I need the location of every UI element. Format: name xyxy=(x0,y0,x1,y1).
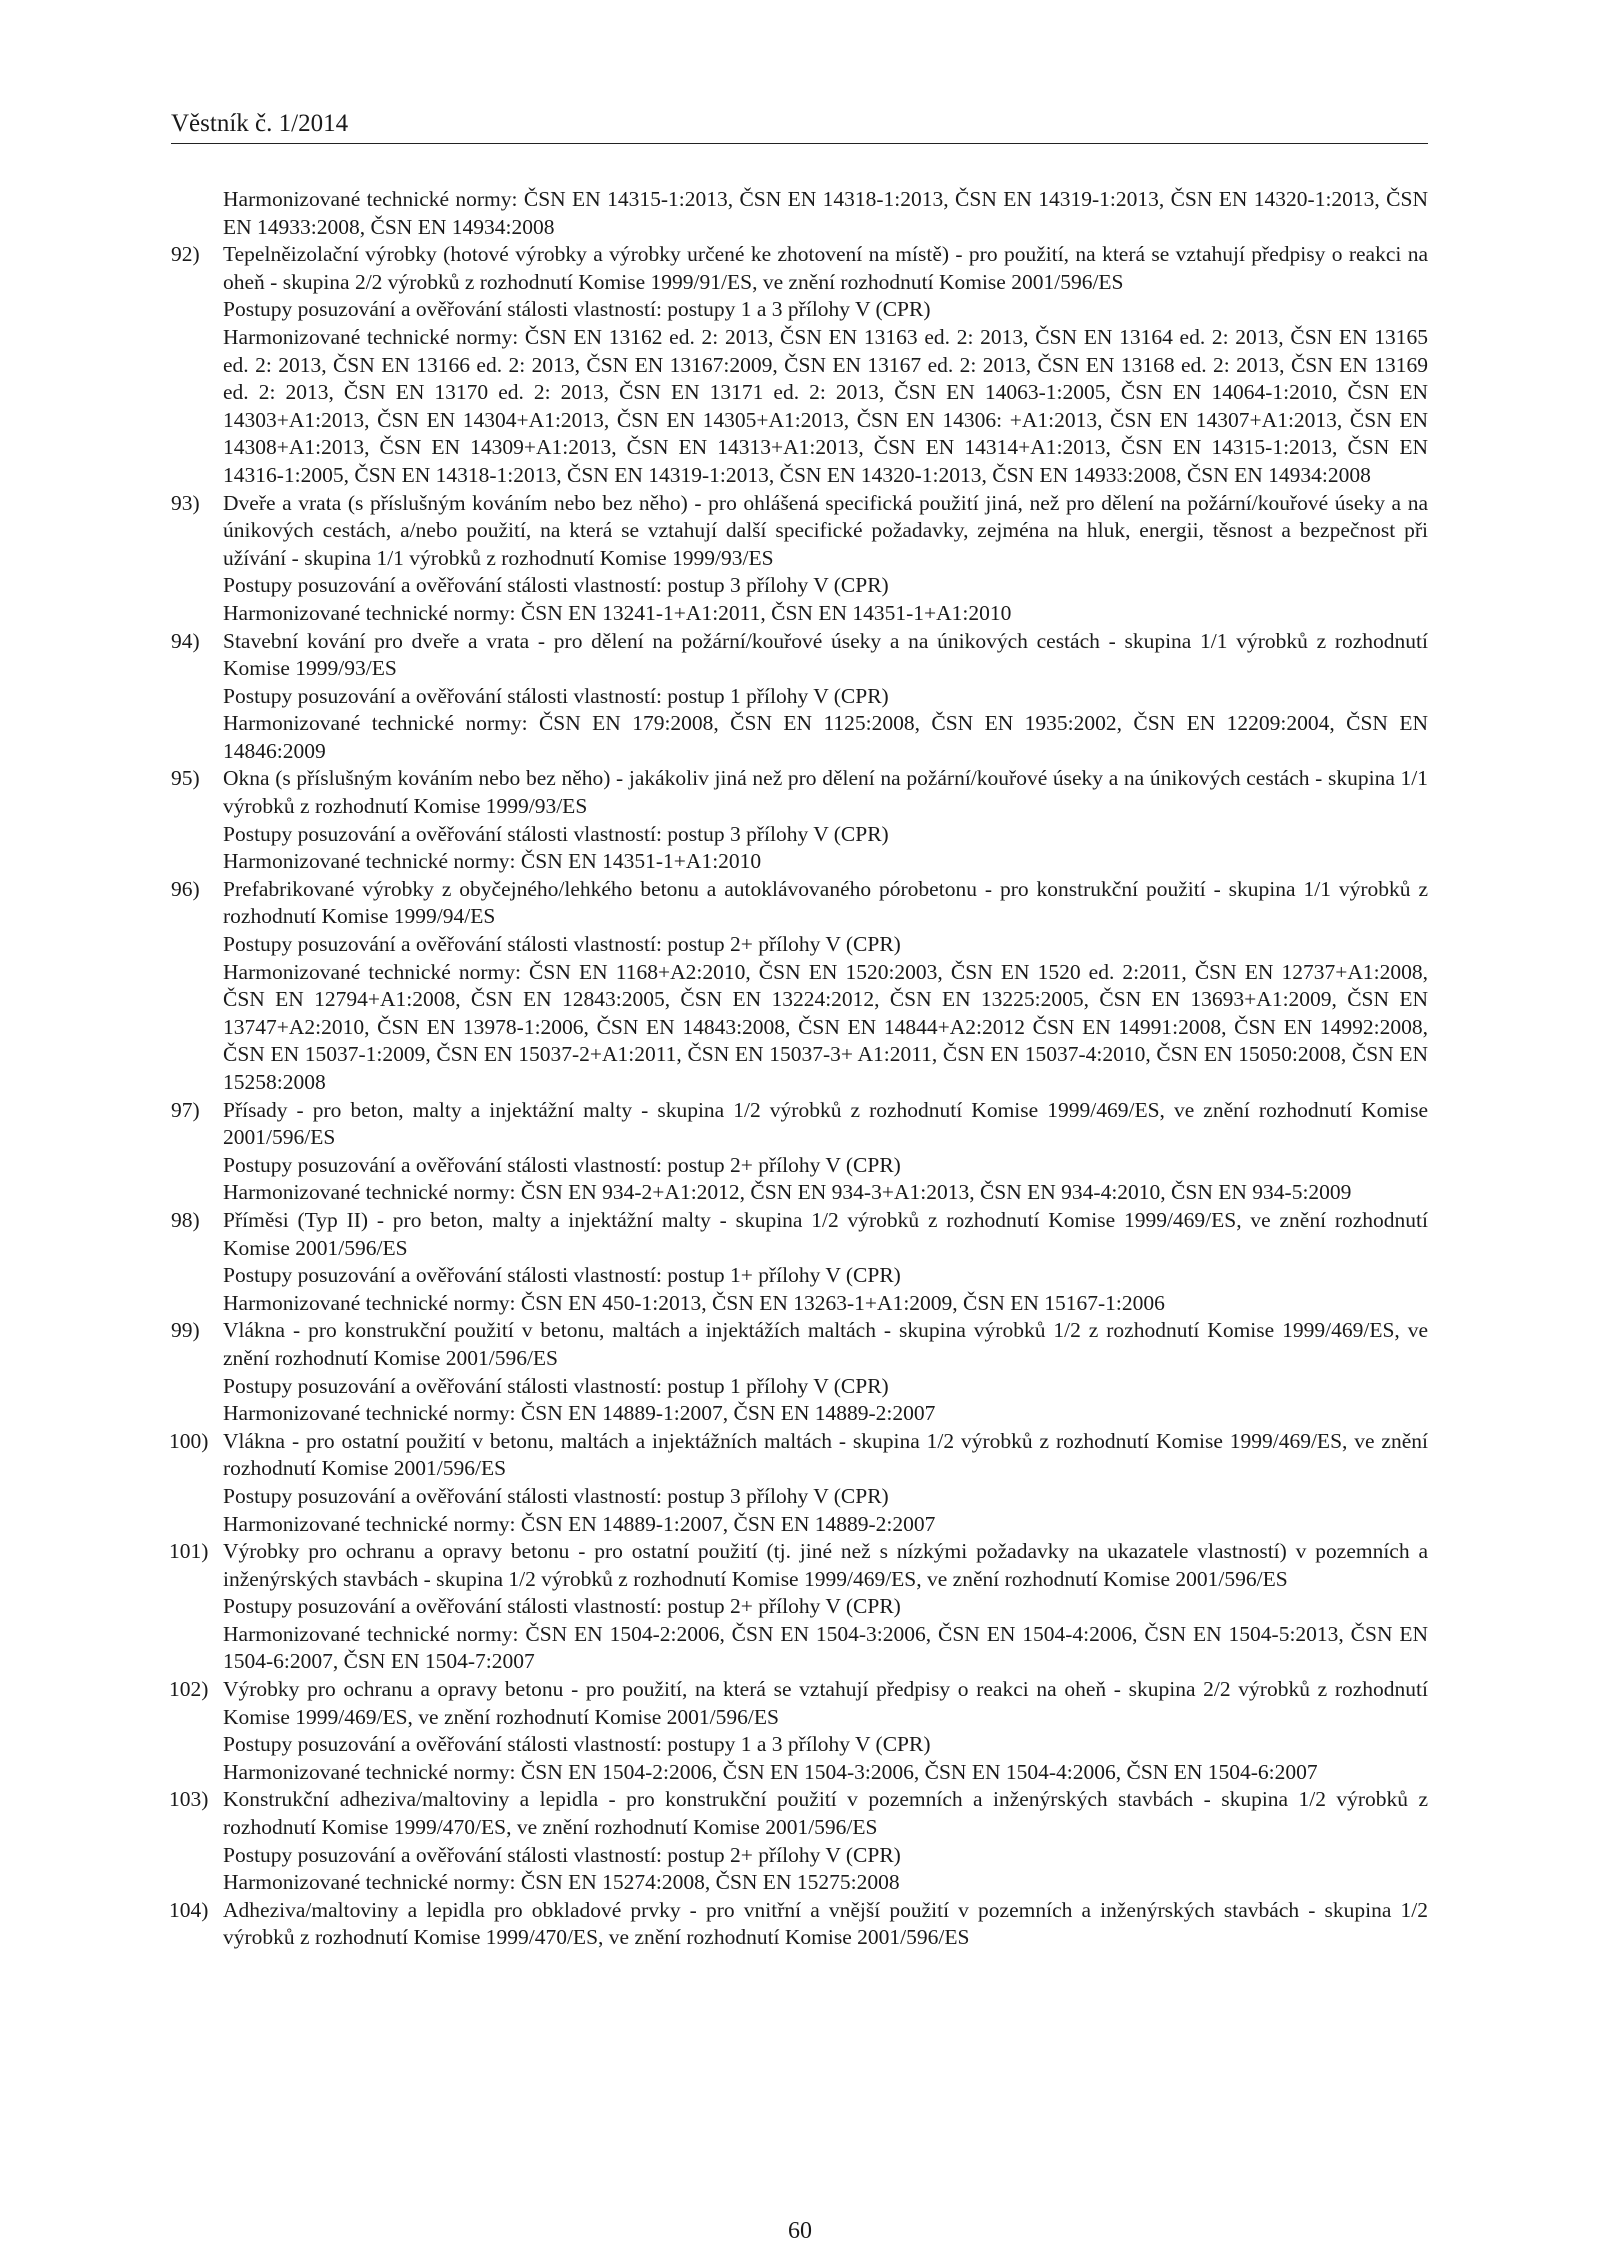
page-footer xyxy=(0,2218,1600,2245)
lead-norms: Harmonizované technické normy: ČSN EN 14315-1:2013, ČSN EN 14318-1:2013, ČSN EN 14319-1:2013, ČSN EN 14320-1:2013, ČSN EN 14933:2008, ČSN EN 14934:2008 xyxy=(223,187,1428,239)
item-procedure: Postupy posuzování a ověřování stálosti vlastností: postupy 1 a 3 přílohy V (CPR) xyxy=(223,1732,931,1757)
item-description: Stavební kování pro dveře a vrata - pro dělení na požární/kouřové úseky a na únikových cestách - skupina 1/1 výrobků z rozhodnutí Komise 1999/93/ES xyxy=(223,628,1428,681)
list-item xyxy=(171,628,1428,766)
item-number: 104) xyxy=(169,1897,209,1922)
list-item xyxy=(171,1786,1428,1896)
document-body xyxy=(171,186,1428,1952)
item-number: 95) xyxy=(171,766,200,791)
item-norms: Harmonizované technické normy: ČSN EN 1168+A2:2010, ČSN EN 1520:2003, ČSN EN 1520 ed. 2:2011, ČSN EN 12737+A1:2008, ČSN EN 12794+A1:2008, ČSN EN 12843:2005, ČSN EN 13224:2012, ČSN EN 13225:2005, ČSN EN 13693+A1:2009, ČSN EN 13747+A2:2010, ČSN EN 13978-1:2006, ČSN EN 14843:2008, ČSN EN 14844+A2:2012 ČSN EN 14991:2008, ČSN EN 14992:2008, ČSN EN 15037-1:2009, ČSN EN 15037-2+A1:2011, ČSN EN 15037-3+ A1:2011, ČSN EN 15037-4:2010, ČSN EN 15050:2008, ČSN EN 15258:2008 xyxy=(223,959,1428,1094)
item-description: Výrobky pro ochranu a opravy betonu - pro použití, na která se vztahují předpisy o reakci na oheň - skupina 2/2 výrobků z rozhodnutí Komise 1999/469/ES, ve znění rozhodnutí Komise 2001/596/ES xyxy=(223,1677,1428,1729)
item-number: 96) xyxy=(171,876,200,901)
item-number: 102) xyxy=(169,1677,209,1702)
item-norms: Harmonizované technické normy: ČSN EN 934-2+A1:2012, ČSN EN 934-3+A1:2013, ČSN EN 934-4:2010, ČSN EN 934-5:2009 xyxy=(223,1180,1352,1205)
list-item xyxy=(171,1538,1428,1676)
list-item xyxy=(171,1317,1428,1427)
item-procedure: Postupy posuzování a ověřování stálosti vlastností: postup 1 přílohy V (CPR) xyxy=(223,1373,889,1398)
item-number: 94) xyxy=(171,628,200,653)
item-procedure: Postupy posuzování a ověřování stálosti vlastností: postup 3 přílohy V (CPR) xyxy=(223,573,889,598)
item-norms: Harmonizované technické normy: ČSN EN 14351-1+A1:2010 xyxy=(223,849,762,874)
list-item xyxy=(171,876,1428,1097)
item-norms: Harmonizované technické normy: ČSN EN 14889-1:2007, ČSN EN 14889-2:2007 xyxy=(223,1511,936,1536)
item-description: Konstrukční adheziva/maltoviny a lepidla - pro konstrukční použití v pozemních a inženýrských stavbách - skupina 1/2 výrobků z rozhodnutí Komise 1999/470/ES, ve znění rozhodnutí Komise 2001/596/ES xyxy=(223,1787,1428,1840)
item-procedure: Postupy posuzování a ověřování stálosti vlastností: postup 3 přílohy V (CPR) xyxy=(223,821,889,846)
page-number: 60 xyxy=(788,2218,812,2244)
item-norms: Harmonizované technické normy: ČSN EN 450-1:2013, ČSN EN 13263-1+A1:2009, ČSN EN 15167-1:2006 xyxy=(223,1290,1165,1315)
list-item xyxy=(171,1428,1428,1538)
item-number: 101) xyxy=(169,1539,209,1564)
item-description: Přísady - pro beton, malty a injektážní malty - skupina 1/2 výrobků z rozhodnutí Komise 1999/469/ES, ve znění rozhodnutí Komise 2001/596/ES xyxy=(223,1097,1428,1150)
list-item xyxy=(171,1897,1428,1952)
item-procedure: Postupy posuzování a ověřování stálosti vlastností: postup 2+ přílohy V (CPR) xyxy=(223,1842,901,1867)
item-procedure: Postupy posuzování a ověřování stálosti vlastností: postup 1+ přílohy V (CPR) xyxy=(223,1263,901,1288)
item-description: Výrobky pro ochranu a opravy betonu - pro ostatní použití (tj. jiné než s nízkými požadavky na ukazatele vlastností) v pozemních a inženýrských stavbách - skupina 1/2 výrobků z rozhodnutí Komise 1999/469/ES, ve znění rozhodnutí Komise 2001/596/ES xyxy=(223,1539,1428,1591)
item-number: 93) xyxy=(171,490,200,515)
item-procedure: Postupy posuzování a ověřování stálosti vlastností: postup 2+ přílohy V (CPR) xyxy=(223,1594,901,1619)
item-description: Vlákna - pro ostatní použití v betonu, maltách a injektážních maltách - skupina 1/2 výrobků z rozhodnutí Komise 1999/469/ES, ve znění rozhodnutí Komise 2001/596/ES xyxy=(223,1428,1428,1481)
item-description: Dveře a vrata (s příslušným kováním nebo bez něho) - pro ohlášená specifická použití jiná, než pro dělení na požární/kouřové úseky a na únikových cestách, a/nebo použití, na která se vztahují další specifické požadavky, zejména na hluk, energii, těsnost a bezpečnost při užívání - skupina 1/1 výrobků z rozhodnutí Komise 1999/93/ES xyxy=(223,490,1428,570)
list-item xyxy=(171,1676,1428,1786)
item-description: Vlákna - pro konstrukční použití v betonu, maltách a injektážích maltách - skupina výrobků 1/2 z rozhodnutí Komise 1999/469/ES, ve znění rozhodnutí Komise 2001/596/ES xyxy=(223,1318,1428,1370)
journal-title: Věstník č. 1/2014 xyxy=(171,110,349,137)
item-number: 99) xyxy=(171,1318,200,1343)
item-description: Adheziva/maltoviny a lepidla pro obkladové prvky - pro vnitřní a vnější použití v pozemních a inženýrských stavbách - skupina 1/2 výrobků z rozhodnutí Komise 1999/470/ES, ve znění rozhodnutí Komise 2001/596/ES xyxy=(223,1897,1428,1950)
item-norms: Harmonizované technické normy: ČSN EN 13241-1+A1:2011, ČSN EN 14351-1+A1:2010 xyxy=(223,600,1012,625)
item-procedure: Postupy posuzování a ověřování stálosti vlastností: postupy 1 a 3 přílohy V (CPR) xyxy=(223,297,931,322)
list-item xyxy=(171,1207,1428,1317)
item-description: Příměsi (Typ II) - pro beton, malty a injektážní malty - skupina 1/2 výrobků z rozhodnutí Komise 1999/469/ES, ve znění rozhodnutí Komise 2001/596/ES xyxy=(223,1207,1428,1260)
list-item xyxy=(171,1097,1428,1207)
list-item xyxy=(171,765,1428,875)
list-item xyxy=(171,490,1428,628)
item-number: 97) xyxy=(171,1097,200,1122)
item-description: Prefabrikované výrobky z obyčejného/lehkého betonu a autoklávovaného pórobetonu - pro konstrukční použití - skupina 1/1 výrobků z rozhodnutí Komise 1999/94/ES xyxy=(223,876,1428,929)
item-procedure: Postupy posuzování a ověřování stálosti vlastností: postup 3 přílohy V (CPR) xyxy=(223,1483,889,1508)
item-procedure: Postupy posuzování a ověřování stálosti vlastností: postup 2+ přílohy V (CPR) xyxy=(223,932,901,957)
item-norms: Harmonizované technické normy: ČSN EN 1504-2:2006, ČSN EN 1504-3:2006, ČSN EN 1504-4:2006, ČSN EN 1504-5:2013, ČSN EN 1504-6:2007, ČSN EN 1504-7:2007 xyxy=(223,1621,1428,1674)
page-header xyxy=(171,108,1428,144)
item-number: 103) xyxy=(169,1787,209,1812)
item-description: Okna (s příslušným kováním nebo bez něho) - jakákoliv jiná než pro dělení na požární/kouřové úseky a na únikových cestách - skupina 1/1 výrobků z rozhodnutí Komise 1999/93/ES xyxy=(223,766,1428,819)
item-number: 92) xyxy=(171,242,200,267)
item-norms: Harmonizované technické normy: ČSN EN 179:2008, ČSN EN 1125:2008, ČSN EN 1935:2002, ČSN EN 12209:2004, ČSN EN 14846:2009 xyxy=(223,711,1428,763)
item-number: 100) xyxy=(169,1428,209,1453)
item-description: Tepelněizolační výrobky (hotové výrobky a výrobky určené ke zhotovení na místě) - pro použití, na která se vztahují předpisy o reakci na oheň - skupina 2/2 výrobků z rozhodnutí Komise 1999/91/ES, ve znění rozhodnutí Komise 2001/596/ES xyxy=(223,242,1428,294)
item-procedure: Postupy posuzování a ověřování stálosti vlastností: postup 1 přílohy V (CPR) xyxy=(223,683,889,708)
item-procedure: Postupy posuzování a ověřování stálosti vlastností: postup 2+ přílohy V (CPR) xyxy=(223,1152,901,1177)
item-norms: Harmonizované technické normy: ČSN EN 13162 ed. 2: 2013, ČSN EN 13163 ed. 2: 2013, ČSN EN 13164 ed. 2: 2013, ČSN EN 13165 ed. 2: 2013, ČSN EN 13166 ed. 2: 2013, ČSN EN 13167:2009, ČSN EN 13167 ed. 2: 2013, ČSN EN 13168 ed. 2: 2013, ČSN EN 13169 ed. 2: 2013, ČSN EN 13170 ed. 2: 2013, ČSN EN 13171 ed. 2: 2013, ČSN EN 14063-1:2005, ČSN EN 14064-1:2010, ČSN EN 14303+A1:2013, ČSN EN 14304+A1:2013, ČSN EN 14305+A1:2013, ČSN EN 14306: +A1:2013, ČSN EN 14307+A1:2013, ČSN EN 14308+A1:2013, ČSN EN 14309+A1:2013, ČSN EN 14313+A1:2013, ČSN EN 14314+A1:2013, ČSN EN 14315-1:2013, ČSN EN 14316-1:2005, ČSN EN 14318-1:2013, ČSN EN 14319-1:2013, ČSN EN 14320-1:2013, ČSN EN 14933:2008, ČSN EN 14934:2008 xyxy=(223,324,1428,487)
list-item xyxy=(171,241,1428,489)
item-norms: Harmonizované technické normy: ČSN EN 15274:2008, ČSN EN 15275:2008 xyxy=(223,1870,900,1895)
item-norms: Harmonizované technické normy: ČSN EN 14889-1:2007, ČSN EN 14889-2:2007 xyxy=(223,1401,936,1426)
item-norms: Harmonizované technické normy: ČSN EN 1504-2:2006, ČSN EN 1504-3:2006, ČSN EN 1504-4:2006, ČSN EN 1504-6:2007 xyxy=(223,1759,1318,1784)
item-number: 98) xyxy=(171,1207,200,1232)
